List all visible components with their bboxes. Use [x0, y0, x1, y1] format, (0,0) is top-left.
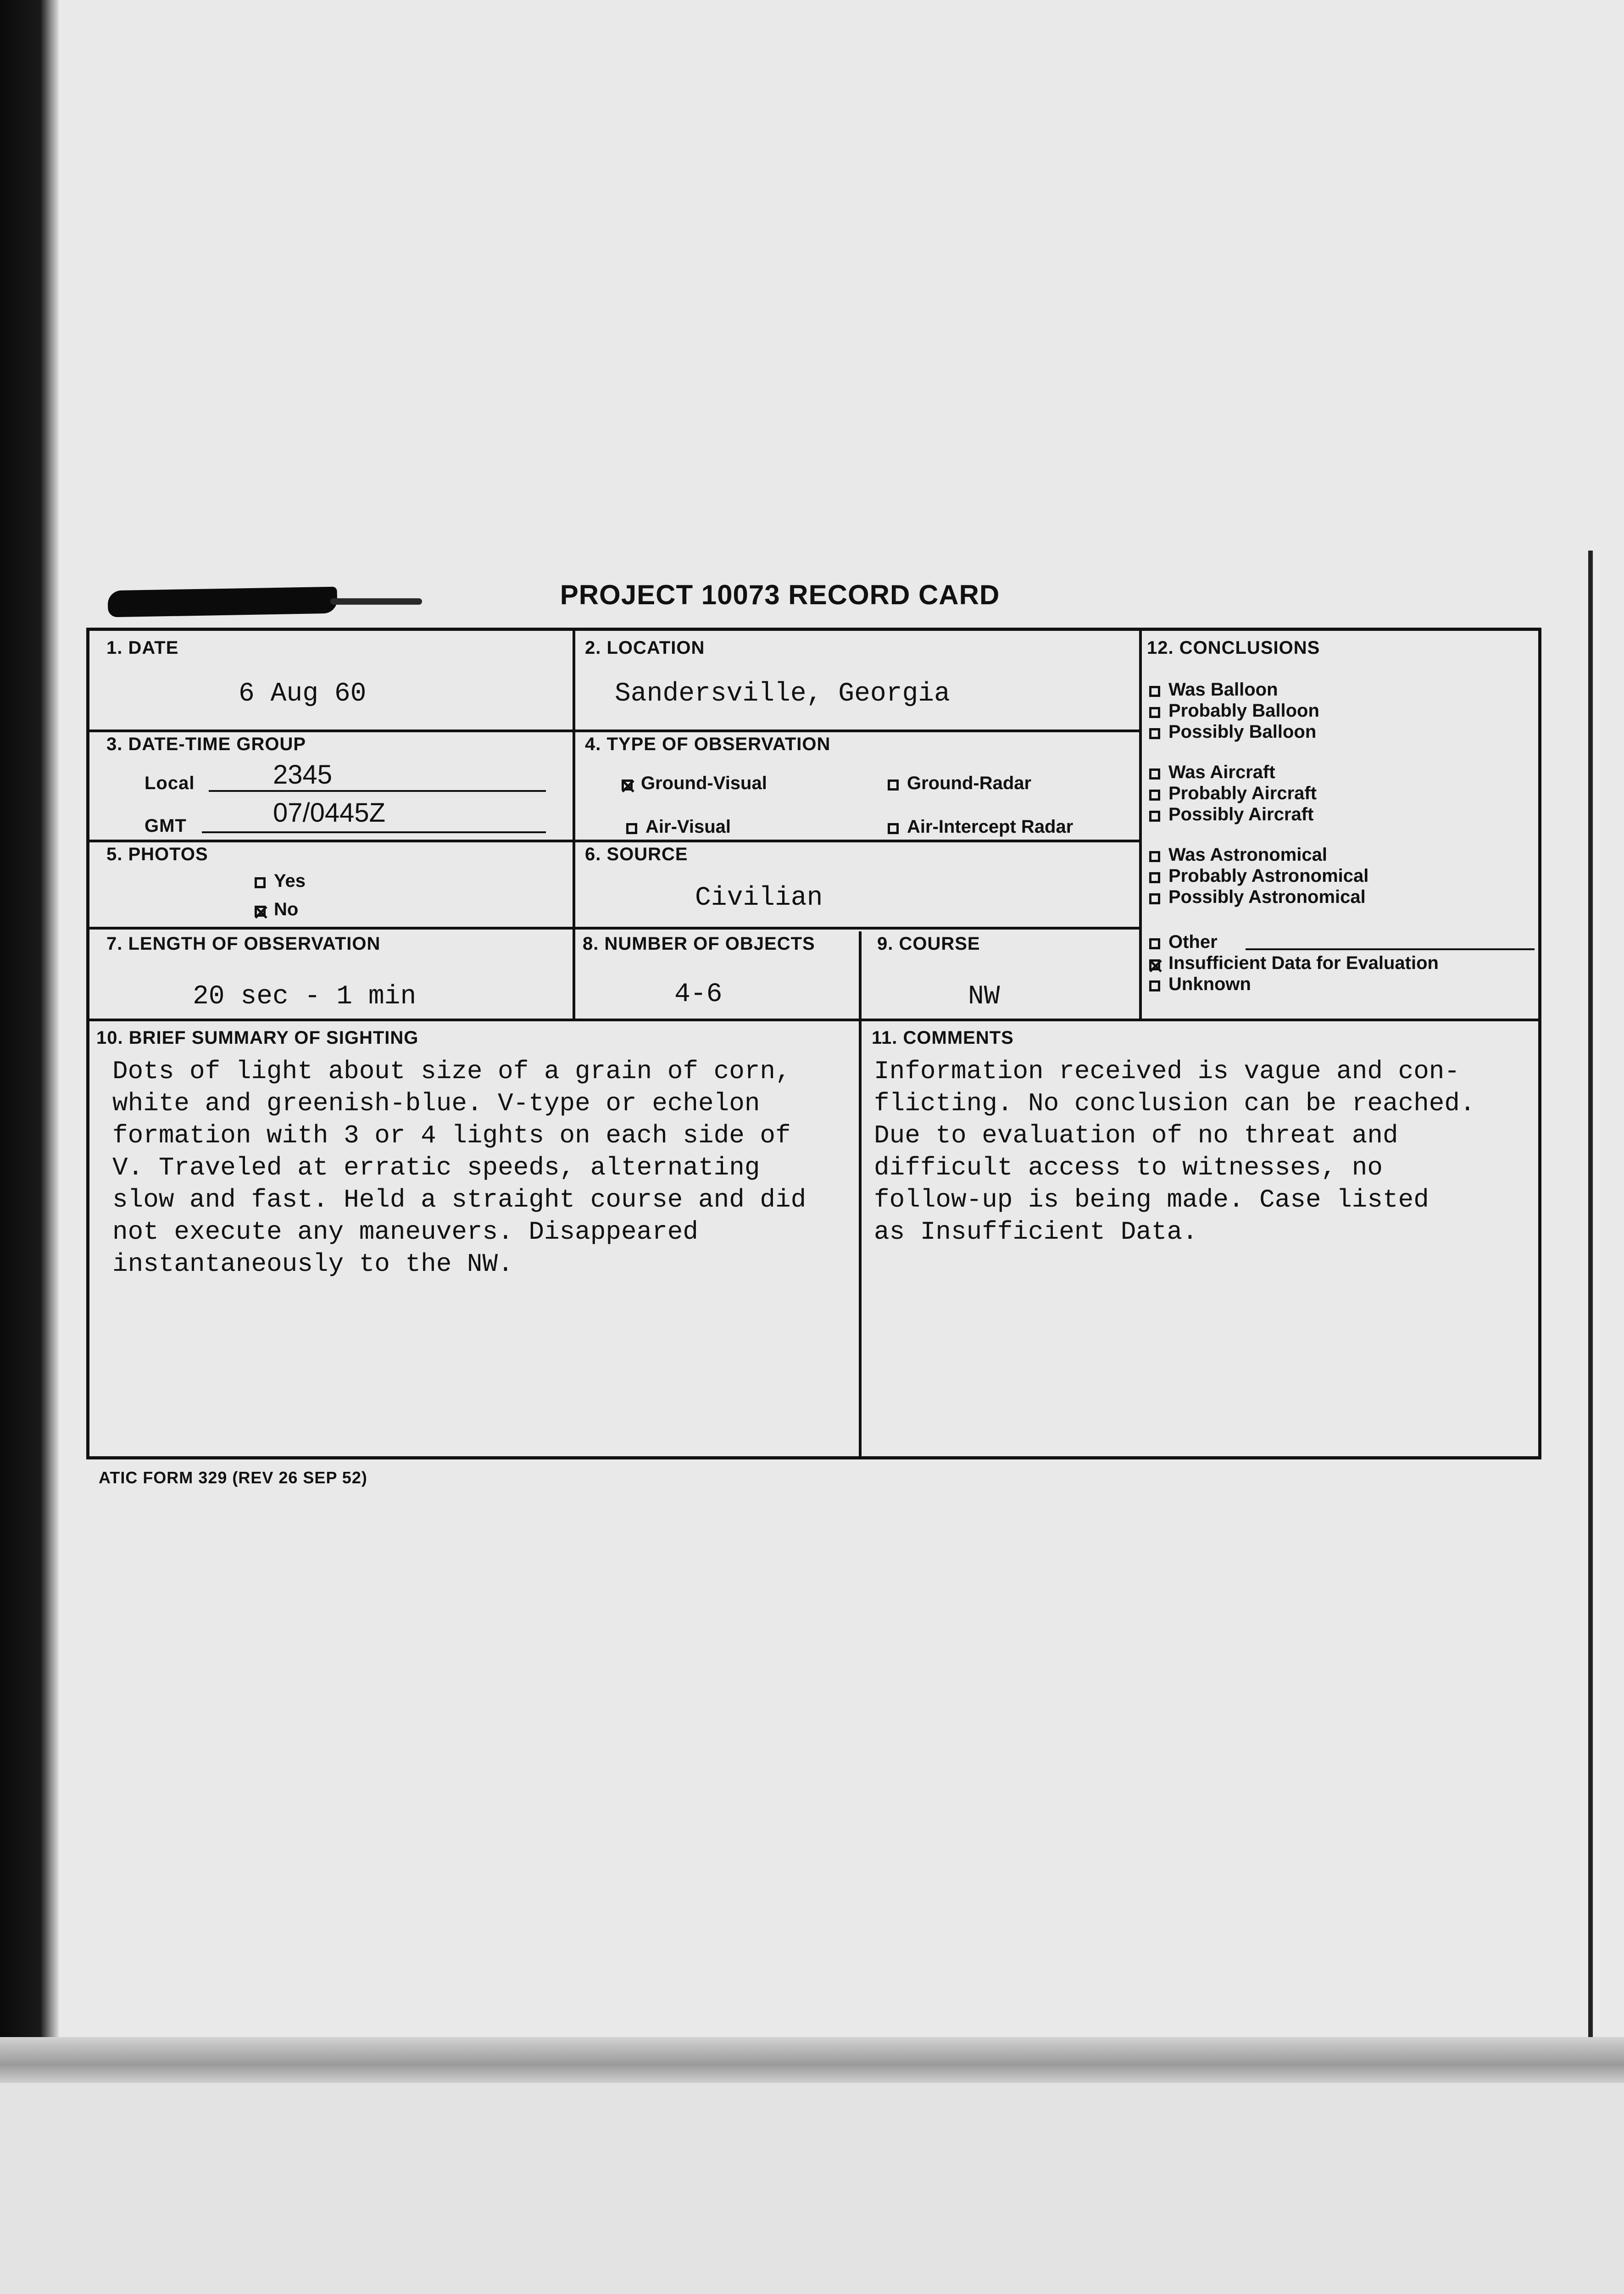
- conclusion-option[interactable]: [1149, 886, 1368, 908]
- conclusion-option-label: Possibly Astronomical: [1168, 887, 1366, 907]
- photos-yes-label: Yes: [274, 871, 306, 891]
- comments-line: Information received is vague and con-: [874, 1057, 1460, 1086]
- local-time-underline: [209, 790, 546, 792]
- air-intercept-radar-checkbox[interactable]: [888, 817, 1073, 837]
- location-value: Sandersville, Georgia: [615, 679, 950, 709]
- conclusion-option-label: Possibly Balloon: [1168, 722, 1317, 742]
- air-visual-checkbox[interactable]: [626, 817, 731, 837]
- length-of-observation-value: 20 sec - 1 min: [193, 982, 417, 1012]
- card-title: PROJECT 10073 RECORD CARD: [560, 579, 1000, 610]
- comments-line: Due to evaluation of no threat and: [874, 1121, 1398, 1150]
- conclusion-option[interactable]: [1149, 762, 1317, 783]
- conclusion-group-balloon: [1149, 679, 1319, 742]
- comments-label: 11. COMMENTS: [872, 1028, 1014, 1048]
- divider: [86, 840, 1141, 842]
- location-label: 2. LOCATION: [585, 638, 705, 658]
- comments-line: as Insufficient Data.: [874, 1217, 1198, 1247]
- photos-no-checkbox[interactable]: [255, 899, 298, 920]
- conclusion-option-label: Was Aircraft: [1168, 762, 1275, 782]
- source-label: 6. SOURCE: [585, 844, 688, 864]
- checkbox-icon: [1149, 768, 1160, 780]
- summary-line: V. Traveled at erratic speeds, alternating: [112, 1153, 760, 1182]
- summary-line: formation with 3 or 4 lights on each side of: [112, 1121, 791, 1150]
- gmt-value: 07/0445Z: [273, 798, 386, 828]
- ground-radar-box: [888, 780, 899, 791]
- checkbox-icon: [1149, 707, 1160, 718]
- type-of-observation-label: 4. TYPE OF OBSERVATION: [585, 734, 831, 754]
- conclusion-group-aircraft: [1149, 762, 1317, 825]
- conclusion-option-label: Other: [1168, 932, 1218, 952]
- conclusion-option-label: Was Astronomical: [1168, 845, 1327, 865]
- conclusion-option[interactable]: [1149, 783, 1317, 804]
- film-border-right: [1588, 551, 1593, 2202]
- ground-visual-label: Ground-Visual: [641, 773, 767, 793]
- source-value: Civilian: [695, 883, 823, 913]
- ground-radar-checkbox[interactable]: [888, 773, 1031, 794]
- other-underline: [1246, 948, 1535, 950]
- form-number: ATIC FORM 329 (REV 26 SEP 52): [99, 1468, 367, 1487]
- summary-text: [112, 1055, 806, 1280]
- conclusion-option-label: Possibly Aircraft: [1168, 804, 1314, 824]
- conclusion-option-label: Probably Balloon: [1168, 701, 1319, 721]
- checkbox-icon: [1149, 728, 1160, 739]
- number-of-objects-label: 8. NUMBER OF OBJECTS: [583, 934, 815, 954]
- comments-line: difficult access to witnesses, no: [874, 1153, 1383, 1182]
- conclusion-option[interactable]: [1149, 679, 1319, 700]
- local-time-label: Local: [145, 773, 195, 793]
- photos-yes-box: [255, 877, 266, 888]
- air-intercept-radar-label: Air-Intercept Radar: [907, 817, 1073, 837]
- course-value: NW: [968, 982, 1000, 1012]
- summary-line: white and greenish-blue. V-type or echelon: [112, 1089, 760, 1118]
- summary-line: slow and fast. Held a straight course and did: [112, 1185, 806, 1214]
- divider: [859, 931, 862, 1459]
- conclusion-option-label: Probably Aircraft: [1168, 783, 1317, 803]
- checkbox-icon: [1149, 938, 1160, 949]
- conclusion-group-other: [1149, 931, 1439, 995]
- number-of-objects-value: 4-6: [674, 980, 723, 1009]
- ground-visual-checkbox[interactable]: [622, 773, 767, 794]
- photos-no-box-checked: [255, 906, 266, 917]
- redaction-mark: [108, 587, 338, 618]
- conclusion-option[interactable]: [1149, 844, 1368, 865]
- conclusion-option-label: Probably Astronomical: [1168, 866, 1369, 886]
- checkbox-checked-icon: [1149, 959, 1160, 970]
- conclusion-option[interactable]: [1149, 804, 1317, 825]
- paper-fold-band: [0, 2037, 1624, 2083]
- conclusions-label: 12. CONCLUSIONS: [1147, 638, 1320, 658]
- summary-line: not execute any maneuvers. Disappeared: [112, 1217, 699, 1247]
- gmt-label: GMT: [145, 816, 187, 836]
- checkbox-icon: [1149, 893, 1160, 904]
- checkbox-icon: [1149, 790, 1160, 801]
- air-visual-label: Air-Visual: [645, 817, 731, 837]
- redaction-mark-tail: [330, 598, 422, 605]
- length-of-observation-label: 7. LENGTH OF OBSERVATION: [106, 934, 381, 954]
- conclusion-option-label: Unknown: [1168, 974, 1251, 994]
- divider: [573, 629, 575, 1019]
- summary-label: 10. BRIEF SUMMARY OF SIGHTING: [96, 1028, 419, 1048]
- divider: [86, 927, 1141, 930]
- conclusion-option[interactable]: [1149, 721, 1319, 742]
- conclusion-option[interactable]: [1149, 974, 1439, 995]
- summary-line: instantaneously to the NW.: [112, 1249, 513, 1279]
- date-time-group-label: 3. DATE-TIME GROUP: [106, 734, 306, 754]
- comments-line: follow-up is being made. Case listed: [874, 1185, 1429, 1214]
- divider: [86, 729, 1141, 732]
- course-label: 9. COURSE: [877, 934, 980, 954]
- ground-radar-label: Ground-Radar: [907, 773, 1032, 793]
- checkbox-icon: [1149, 686, 1160, 697]
- divider: [1139, 629, 1142, 1019]
- film-border-left: [0, 0, 59, 2294]
- air-intercept-radar-box: [888, 823, 899, 834]
- lower-paper-area: [0, 2083, 1624, 2294]
- local-time-value: 2345: [273, 760, 333, 790]
- comments-text: [874, 1055, 1475, 1248]
- conclusion-option[interactable]: [1149, 700, 1319, 721]
- photos-label: 5. PHOTOS: [106, 844, 208, 864]
- conclusion-option[interactable]: [1149, 952, 1439, 974]
- photos-yes-checkbox[interactable]: [255, 871, 306, 891]
- conclusion-group-astronomical: [1149, 844, 1368, 908]
- comments-line: flicting. No conclusion can be reached.: [874, 1089, 1475, 1118]
- summary-line: Dots of light about size of a grain of corn,: [112, 1057, 791, 1086]
- checkbox-icon: [1149, 811, 1160, 822]
- divider: [86, 1019, 1541, 1021]
- conclusion-option[interactable]: [1149, 865, 1368, 886]
- date-label: 1. DATE: [106, 638, 179, 658]
- conclusion-option-label: Was Balloon: [1168, 679, 1278, 700]
- air-visual-box: [626, 823, 637, 834]
- checkbox-icon: [1149, 872, 1160, 883]
- ground-visual-box-checked: [622, 780, 633, 791]
- conclusion-option-label: Insufficient Data for Evaluation: [1168, 953, 1439, 973]
- date-value: 6 Aug 60: [239, 679, 367, 709]
- checkbox-icon: [1149, 851, 1160, 862]
- gmt-underline: [202, 831, 546, 833]
- photos-no-label: No: [274, 899, 299, 919]
- checkbox-icon: [1149, 980, 1160, 991]
